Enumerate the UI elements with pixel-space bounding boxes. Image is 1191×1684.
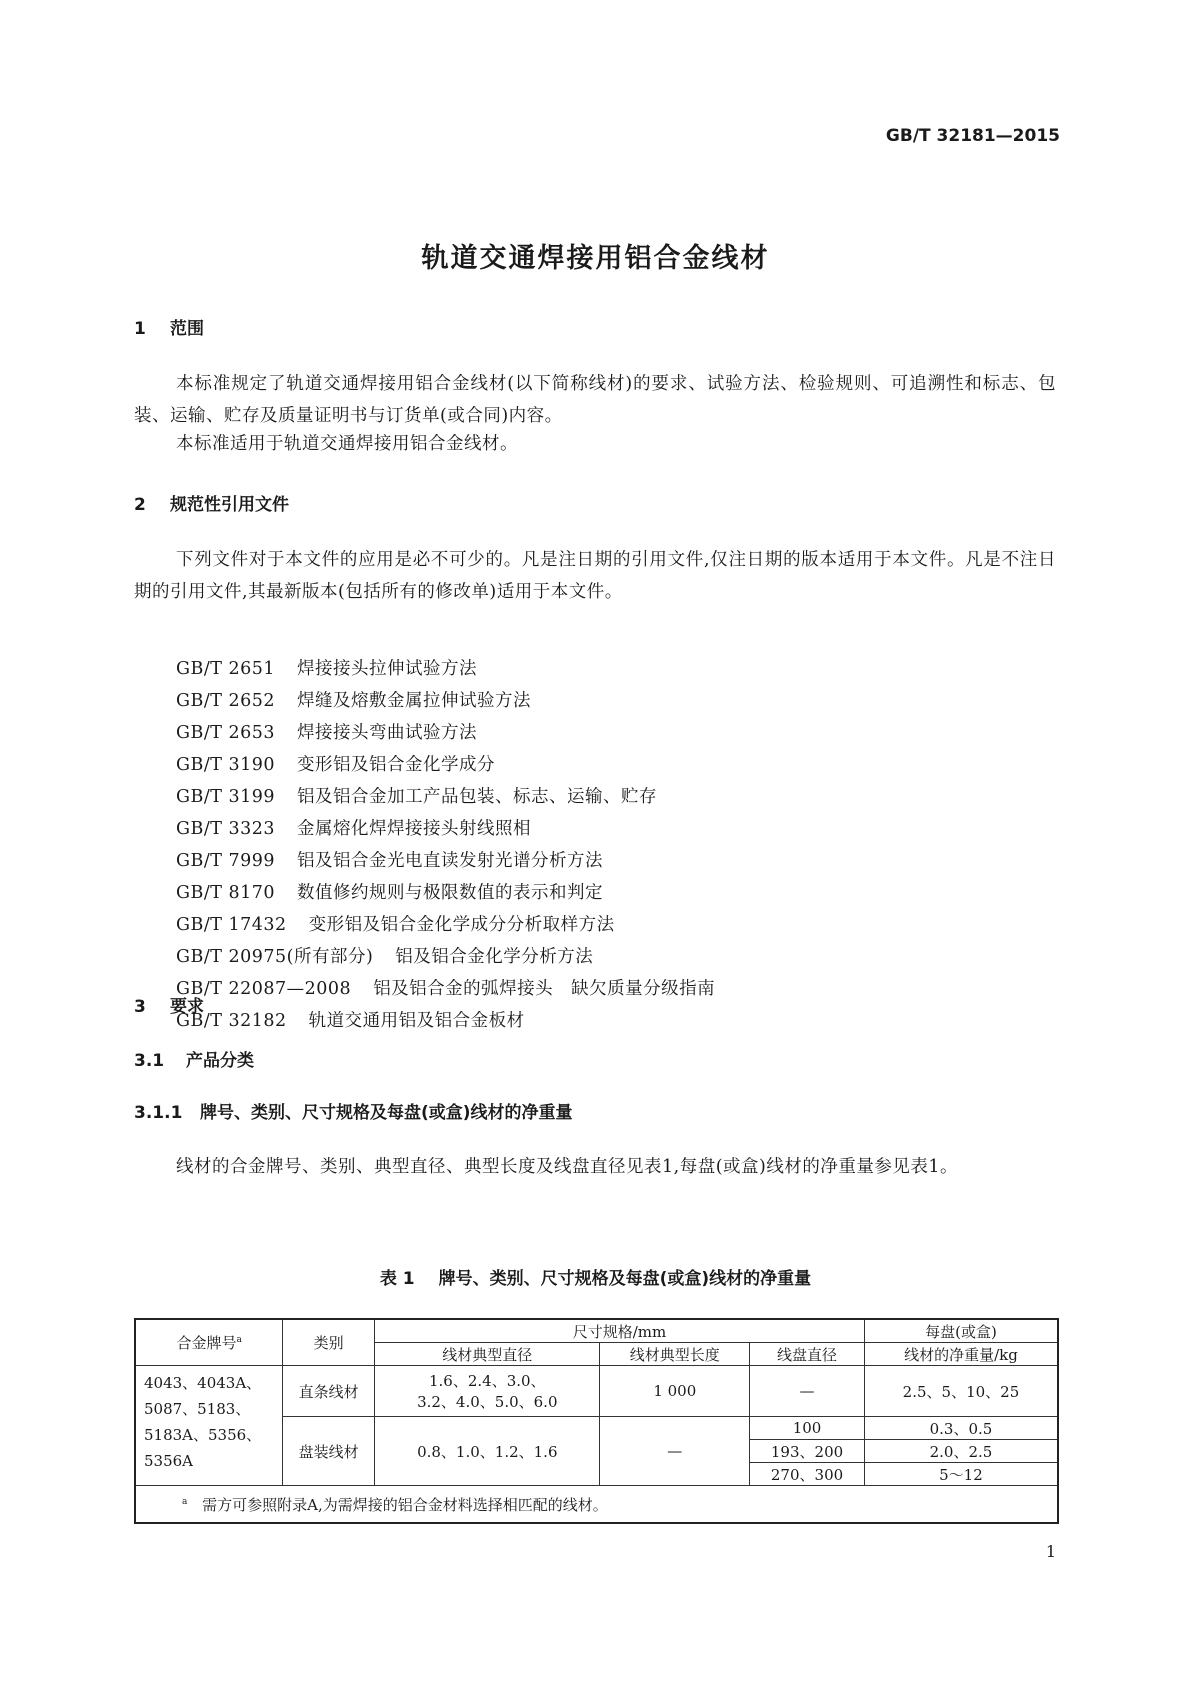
list-item <box>176 845 715 877</box>
list-item <box>176 941 715 973</box>
list-item <box>176 909 715 941</box>
section-number: 3 <box>134 997 146 1017</box>
header-size-group: 尺寸规格/mm <box>375 1319 865 1343</box>
weight-cell: 0.3、0.5 <box>864 1417 1058 1440</box>
header-spool: 线盘直径 <box>750 1343 865 1366</box>
ref-title: 焊接接头弯曲试验方法 <box>297 723 478 743</box>
ref-code: GB/T 3199 <box>176 787 276 807</box>
ref-title: 轨道交通用铝及铝合金板材 <box>308 1011 525 1031</box>
list-item <box>176 781 715 813</box>
spool-cell: 193、200 <box>750 1440 865 1463</box>
footnote-mark: a <box>236 1335 242 1345</box>
section-title: 产品分类 <box>186 1051 254 1071</box>
document-title: 轨道交通焊接用铝合金线材 <box>421 243 770 274</box>
header-alloy: 合金牌号$^a$ <box>135 1319 283 1366</box>
table-footnote <box>135 1486 1058 1524</box>
ref-title: 焊缝及熔敷金属拉伸试验方法 <box>297 691 532 711</box>
ref-title: 数值修约规则与极限数值的表示和判定 <box>297 883 604 903</box>
category-cell: 直条线材 <box>283 1366 375 1417</box>
header-weight-line1: 每盘(或盒) <box>864 1319 1058 1343</box>
list-item <box>176 749 715 781</box>
ref-title: 焊接接头拉伸试验方法 <box>297 659 478 679</box>
section-number: 3.1 <box>134 1051 165 1071</box>
ref-code: GB/T 20975(所有部分) <box>176 947 374 967</box>
diameter-line: 1.6、2.4、3.0、 <box>428 1372 546 1390</box>
section-number: 2 <box>134 495 146 515</box>
header-weight-line2: 线材的净重量/kg <box>864 1343 1058 1366</box>
header-diameter: 线材典型直径 <box>375 1343 600 1366</box>
standard-code: GB/T 32181—2015 <box>885 126 1060 146</box>
grade-paragraph: 线材的合金牌号、类别、典型直径、典型长度及线盘直径见表1,每盘(或盒)线材的净重量参见表1。 <box>176 1157 958 1177</box>
footnote-mark: a <box>182 1496 188 1507</box>
section-3-1-heading <box>134 1046 254 1071</box>
table-header-row <box>135 1319 1058 1343</box>
ref-title: 铝及铝合金化学分析方法 <box>395 947 594 967</box>
weight-cell: 5～12 <box>864 1463 1058 1486</box>
alloy-cell: 4043、4043A、5087、5183、5183A、5356、5356A <box>135 1366 283 1486</box>
section-number: 1 <box>134 319 146 339</box>
section-title: 规范性引用文件 <box>170 495 289 515</box>
ref-code: GB/T 2651 <box>176 659 276 679</box>
section-3-heading <box>134 992 204 1017</box>
ref-code: GB/T 2652 <box>176 691 276 711</box>
section-title: 范围 <box>170 319 204 339</box>
length-cell: 1 000 <box>600 1366 750 1417</box>
spool-cell: 100 <box>750 1417 865 1440</box>
table-row <box>135 1366 1058 1417</box>
footnote-text: 需方可参照附录A,为需焊接的铝合金材料选择相匹配的线材。 <box>202 1495 608 1514</box>
list-item <box>176 877 715 909</box>
ref-code: GB/T 17432 <box>176 915 287 935</box>
list-item <box>176 685 715 717</box>
ref-title: 变形铝及铝合金化学成分分析取样方法 <box>308 915 615 935</box>
ref-title: 金属熔化焊焊接接头射线照相 <box>297 819 532 839</box>
section-number: 3.1.1 <box>134 1103 183 1123</box>
page-number: 1 <box>1045 1542 1056 1561</box>
spool-cell: 270、300 <box>750 1463 865 1486</box>
diameter-line: 3.2、4.0、5.0、6.0 <box>417 1393 558 1411</box>
ref-code: GB/T 3323 <box>176 819 276 839</box>
ref-code: GB/T 8170 <box>176 883 276 903</box>
ref-title: 铝及铝合金加工产品包装、标志、运输、贮存 <box>297 787 658 807</box>
weight-cell: 2.5、5、10、25 <box>864 1366 1058 1417</box>
category-cell: 盘装线材 <box>283 1417 375 1486</box>
scope-paragraph-2: 本标准适用于轨道交通焊接用铝合金线材。 <box>176 434 518 454</box>
section-title: 牌号、类别、尺寸规格及每盘(或盒)线材的净重量 <box>200 1103 573 1123</box>
section-3-1-1-heading <box>134 1098 573 1123</box>
ref-code: GB/T 7999 <box>176 851 276 871</box>
section-title: 要求 <box>170 997 204 1017</box>
spool-cell: — <box>750 1366 865 1417</box>
table-footnote-row <box>135 1486 1058 1524</box>
table-number: 表 1 <box>379 1269 415 1289</box>
weight-cell: 2.0、2.5 <box>864 1440 1058 1463</box>
section-1-heading <box>134 314 204 339</box>
ref-code: GB/T 3190 <box>176 755 276 775</box>
list-item <box>176 973 715 1005</box>
header-category: 类别 <box>283 1319 375 1366</box>
list-item <box>176 813 715 845</box>
diameter-cell: 0.8、1.0、1.2、1.6 <box>375 1417 600 1486</box>
ref-title: 铝及铝合金光电直读发射光谱分析方法 <box>297 851 604 871</box>
header-length: 线材典型长度 <box>600 1343 750 1366</box>
spec-table <box>134 1318 1059 1524</box>
table-title: 牌号、类别、尺寸规格及每盘(或盒)线材的净重量 <box>438 1269 812 1289</box>
ref-title: 变形铝及铝合金化学成分 <box>297 755 496 775</box>
diameter-cell <box>375 1366 600 1417</box>
section-2-heading <box>134 490 289 515</box>
list-item <box>176 717 715 749</box>
ref-code: GB/T 2653 <box>176 723 276 743</box>
table-caption <box>0 1264 1191 1289</box>
scope-paragraph-1: 本标准规定了轨道交通焊接用铝合金线材(以下简称线材)的要求、试验方法、检验规则、可追溯性和标志、包装、运输、贮存及质量证明书与订货单(或合同)内容。 <box>134 374 1056 426</box>
list-item <box>176 653 715 685</box>
length-cell: — <box>600 1417 750 1486</box>
ref-title: 铝及铝合金的弧焊接头 缺欠质量分级指南 <box>373 979 716 999</box>
reference-list <box>176 653 715 1037</box>
normative-intro: 下列文件对于本文件的应用是必不可少的。凡是注日期的引用文件,仅注日期的版本适用于本文件。凡是不注日期的引用文件,其最新版本(包括所有的修改单)适用于本文件。 <box>134 550 1056 602</box>
ref-code: GB/T 22087—2008 <box>176 979 352 999</box>
list-item <box>176 1005 715 1037</box>
ref-code: GB/T 32182 <box>176 1011 287 1031</box>
